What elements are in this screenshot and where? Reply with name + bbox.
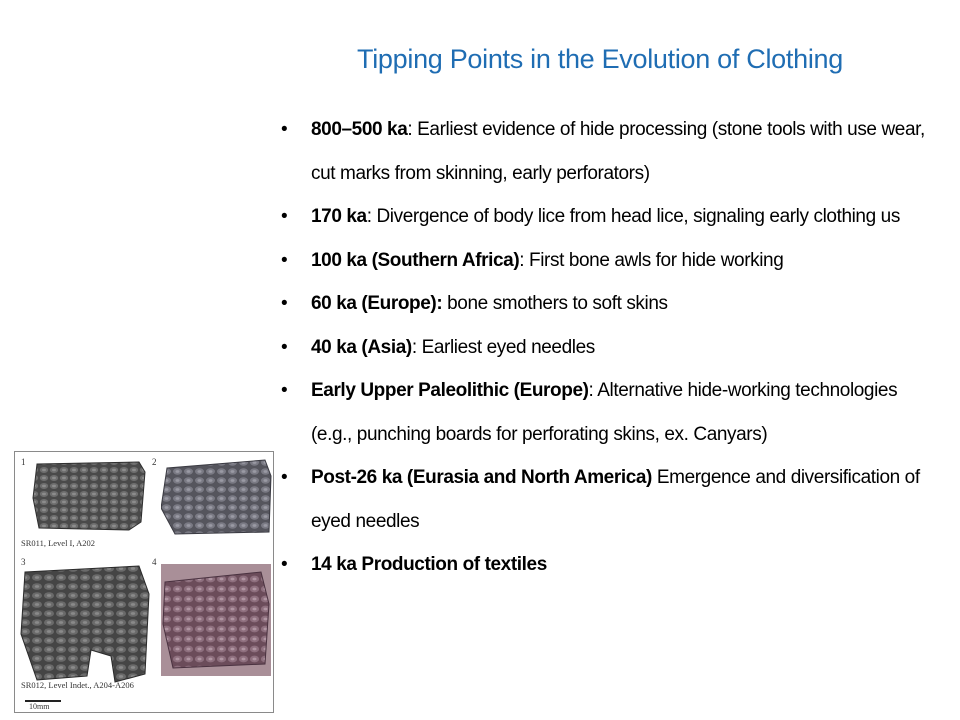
panel-number: 3 (21, 557, 26, 567)
bullet-bold: Early Upper Paleolithic (Europe) (311, 380, 589, 401)
bullet-bold: 800–500 ka (311, 119, 408, 140)
textile-fragment-4 (161, 564, 271, 676)
figure-caption-top: SR011, Level I, A202 (21, 538, 96, 548)
bullet-dot: • (281, 119, 288, 140)
bullet-item (281, 108, 931, 195)
bullet-text: : Earliest eyed needles (411, 336, 595, 358)
bullet-dot: • (281, 206, 288, 227)
scale-label: 10mm (29, 702, 50, 711)
bullet-item (281, 543, 931, 587)
bullet-dot: • (281, 380, 288, 401)
bullet-text: : Alternative hide-working technologies (e.g., punching boards for perforating skins, ex. Canyars) (311, 380, 898, 445)
bullet-text: Emergence and diversification of eyed needles (311, 467, 920, 532)
bullet-bold: Post-26 ka (Eurasia and North America) (311, 467, 652, 488)
panel-number: 2 (152, 457, 157, 467)
bullet-bold: 40 ka (Asia) (311, 336, 412, 358)
bullet-text: bone smothers to soft skins (442, 293, 668, 314)
bullet-text: : Earliest evidence of hide processing (stone tools with use wear, cut marks from skinning, early perforators) (311, 119, 925, 184)
figure-caption-bottom: SR012, Level Indet., A204-A206 (21, 680, 134, 690)
textile-figure (14, 451, 274, 713)
panel-number: 1 (21, 457, 26, 467)
bullet-text: : First bone awls for hide working (519, 249, 784, 271)
textile-fragment-2 (161, 458, 273, 536)
slide-title: Tipping Points in the Evolution of Clothing (357, 44, 843, 74)
bullet-list (281, 108, 931, 587)
bullet-dot: • (281, 249, 288, 271)
bullet-item (281, 326, 931, 370)
bullet-item (281, 239, 931, 283)
bullet-item (281, 195, 931, 239)
bullet-item (281, 282, 931, 326)
bullet-item (281, 369, 931, 456)
bullet-bold: 100 ka (Southern Africa) (311, 249, 520, 271)
bullet-dot: • (281, 336, 288, 358)
textile-fragment-3 (19, 564, 151, 684)
bullet-dot: • (281, 467, 288, 488)
bullet-bold: 170 ka (311, 206, 367, 227)
bullet-item (281, 456, 931, 543)
textile-fragment-1 (29, 458, 149, 534)
panel-number: 4 (152, 557, 157, 567)
bullet-bold: 60 ka (Europe): (311, 293, 443, 314)
bullet-bold: 14 ka Production of textiles (311, 554, 547, 575)
bullet-dot: • (281, 554, 288, 575)
bullet-text: : Divergence of body lice from head lice, signaling early clothing us (366, 206, 900, 227)
bullet-dot: • (281, 293, 288, 314)
